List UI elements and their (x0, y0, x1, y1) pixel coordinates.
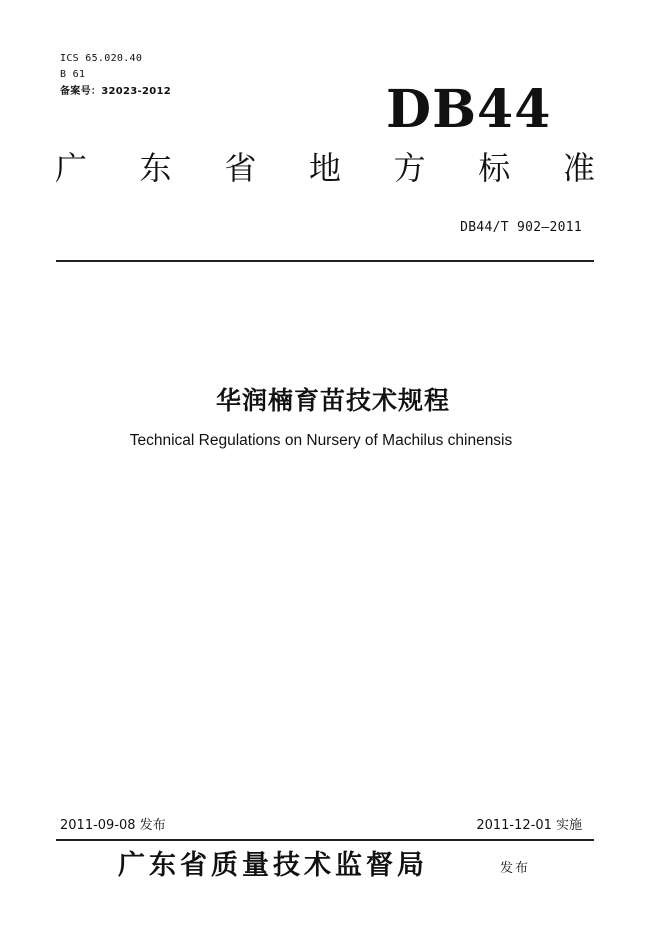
standard-type-char: 方 (393, 149, 426, 187)
standard-type-char: 省 (224, 149, 257, 187)
db44-logo: DB44 (386, 79, 552, 140)
publish-date: 2011-09-08 发布 (60, 818, 166, 833)
ics-code: ICS 65.020.40 (60, 53, 143, 64)
standard-number: DB44/T 902—2011 (460, 220, 582, 235)
standard-type-char: 准 (562, 149, 595, 187)
document-title: 华润楠育苗技术规程 (215, 386, 450, 415)
top-divider (56, 260, 594, 262)
standard-type-char: 广 (55, 149, 88, 187)
issuer-suffix: 发布 (500, 861, 531, 876)
standard-type-char: 东 (139, 149, 172, 187)
issuing-authority: 广东省质量技术监督局 (118, 850, 428, 881)
classification-code: B 61 (60, 69, 86, 80)
document-subtitle: Technical Regulations on Nursery of Machilus chinensis (129, 432, 513, 449)
implement-date: 2011-12-01 实施 (476, 818, 582, 833)
bottom-divider (56, 839, 594, 841)
standard-type-title (55, 149, 595, 187)
record-number: 备案号：32023-2012 (60, 86, 171, 97)
standard-type-char: 标 (478, 149, 511, 187)
standard-type-char: 地 (308, 149, 341, 187)
